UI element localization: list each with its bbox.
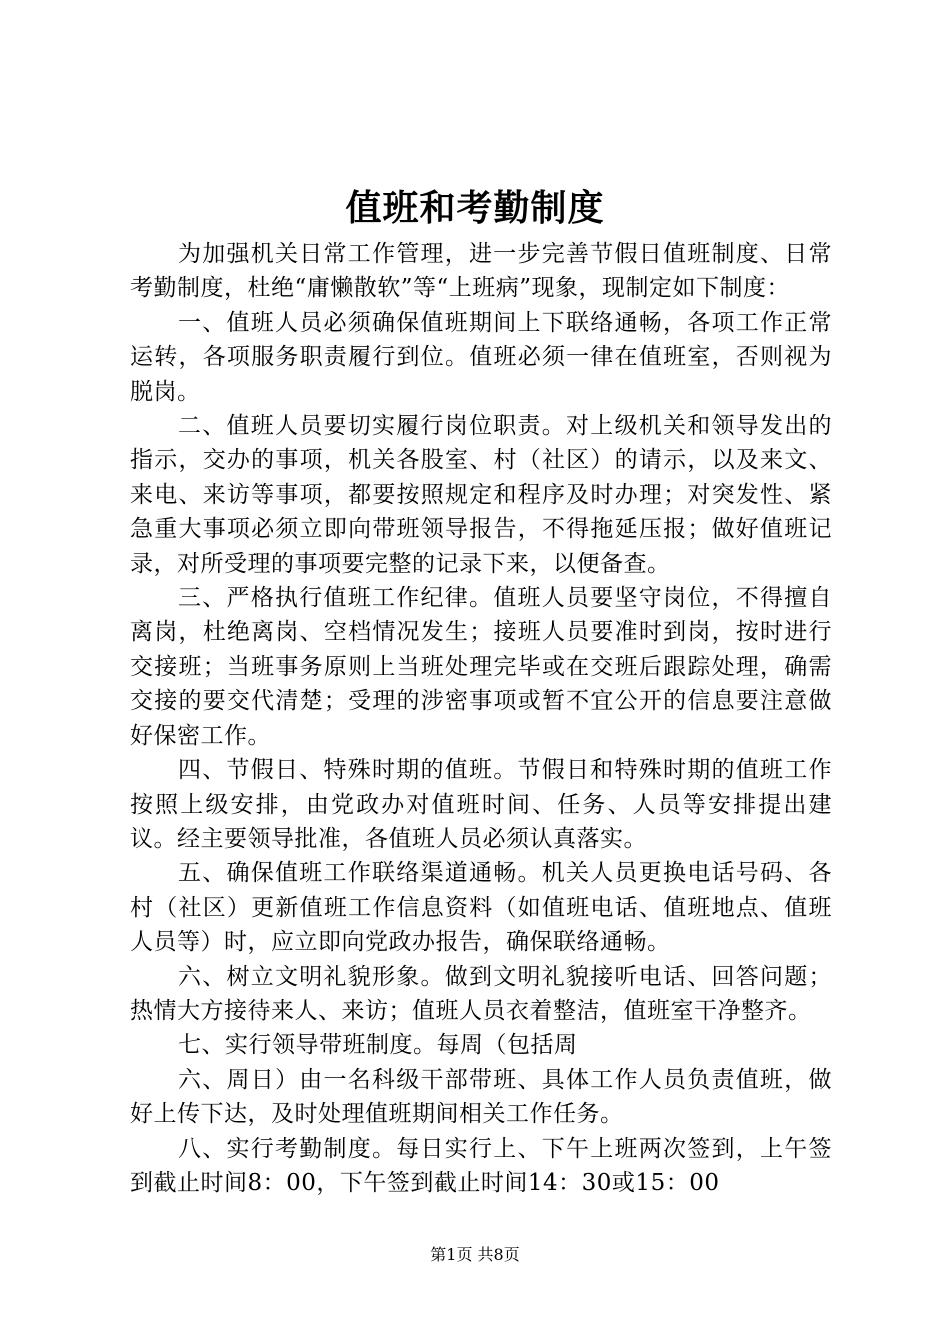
- paragraph-rule-4: 四、节假日、特殊时期的值班。节假日和特殊时期的值班工作按照上级安排，由党政办对值班时间、任务、人员等安排提出建议。经主要领导批准，各值班人员必须认真落实。: [130, 757, 832, 852]
- paragraph-rule-8: 八、实行考勤制度。每日实行上、下午上班两次签到，上午签到截止时间8：00，下午签到截止时间14：30或15：00: [130, 1135, 832, 1196]
- paragraph-rule-6: 六、树立文明礼貌形象。做到文明礼貌接听电话、回答问题；热情大方接待来人、来访；值班人员衣着整洁，值班室干净整齐。: [130, 963, 832, 1024]
- document-body: [130, 237, 832, 1200]
- page-footer: [0, 1244, 950, 1266]
- paragraph-rule-5: 五、确保值班工作联络渠道通畅。机关人员更换电话号码、各村（社区）更新值班工作信息资料（如值班电话、值班地点、值班人员等）时，应立即向党政办报告，确保联络通畅。: [130, 860, 832, 956]
- paragraph-rule-2: 二、值班人员要切实履行岗位职责。对上级机关和领导发出的指示，交办的事项，机关各股室、村（社区）的请示，以及来文、来电、来访等事项，都要按照规定和程序及时办理；对突发性、紧急重大事项必须立即向带班领导报告，不得拖延压报；做好值班记录，对所受理的事项要完整的记录下来，以便备查。: [130, 413, 832, 577]
- paragraph-intro: 为加强机关日常工作管理，进一步完善节假日值班制度、日常考勤制度，杜绝“庸懒散软”等“上班病”现象，现制定如下制度：: [130, 241, 832, 302]
- paragraph-rule-1: 一、值班人员必须确保值班期间上下联络通畅，各项工作正常运转，各项服务职责履行到位。值班必须一律在值班室，否则视为脱岗。: [130, 309, 832, 405]
- paragraph-rule-3: 三、严格执行值班工作纪律。值班人员要坚守岗位，不得擅自离岗，杜绝离岗、空档情况发生；接班人员要准时到岗，按时进行交接班；当班事务原则上当班处理完毕或在交班后跟踪处理，确需交接的要交代清楚；受理的涉密事项或暂不宜公开的信息要注意做好保密工作。: [130, 585, 832, 749]
- page-number: 第1页 共8页: [430, 1245, 520, 1264]
- document-title: 值班和考勤制度: [345, 187, 605, 229]
- paragraph-rule-7-cont: 六、周日）由一名科级干部带班、具体工作人员负责值班，做好上传下达，及时处理值班期间相关工作任务。: [130, 1066, 832, 1128]
- paragraph-rule-7: 七、实行领导带班制度。每周（包括周: [178, 1032, 578, 1059]
